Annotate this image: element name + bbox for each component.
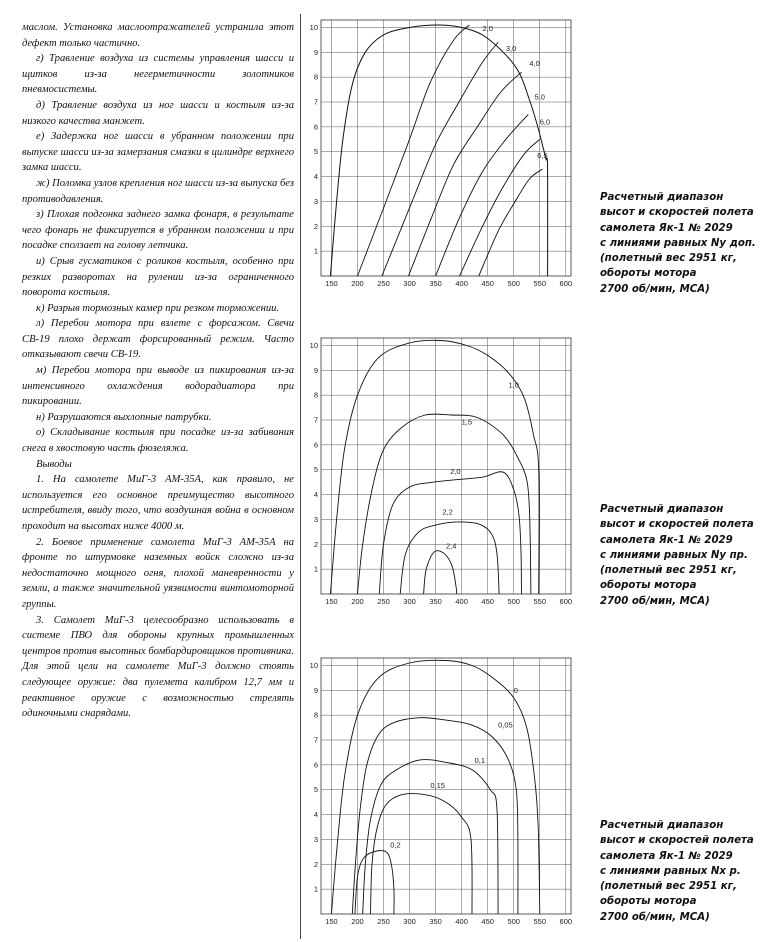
x-tick-label: 150 <box>325 279 338 288</box>
y-tick-label: 7 <box>313 735 318 745</box>
x-tick-label: 200 <box>351 597 364 606</box>
y-tick-label: 3 <box>313 834 318 844</box>
series-label: 6,0 <box>539 117 551 127</box>
paragraph: н) Разрушаются выхлопные патрубки. <box>36 411 212 423</box>
paragraph: 1. На самолете МиГ-3 АМ-35А, как правило, не используется его основное преимущество высотного истребителя, ввиду того, что воздушная война в основном проходит на высотах ниже 4000 м. <box>22 474 294 532</box>
series-line <box>400 522 499 594</box>
chart-svg <box>305 330 577 612</box>
caption-line: высот и скоростей полета <box>600 835 754 847</box>
caption-line: Расчетный диапазон <box>600 192 724 203</box>
y-tick-label: 5 <box>313 147 318 157</box>
paragraph: ж) Поломка узлов крепления ног шасси из-за выпуска без противодавления. <box>22 177 294 205</box>
y-tick-label: 10 <box>309 22 318 32</box>
series-label: 2,2 <box>442 507 453 517</box>
caption-chart-3 <box>600 818 765 925</box>
paragraph: 2. Боевое применение самолета МиГ-3 АМ-35А на фронте по штурмовке наземных войск сложно из-за недостаточно мощного огня, плохой маневренности у земли, а также значительной уязвимости винтомоторной группы. <box>22 536 294 610</box>
caption-line: (полетный вес 2951 кг, <box>600 253 737 265</box>
caption-line: Расчетный диапазон <box>600 820 724 831</box>
y-tick-label: 3 <box>313 196 318 206</box>
series-line <box>330 340 539 594</box>
paragraph: з) Плохая подгонка заднего замка фонаря, в результате чего фонарь не фиксируется в убранном положении и при посадке сползает на голову летчика. <box>22 209 294 252</box>
series-label: 6,5 <box>537 150 548 160</box>
caption-chart-1 <box>600 190 765 297</box>
x-tick-label: 350 <box>429 279 442 288</box>
caption-line: 2700 об/мин, МСА) <box>600 283 710 295</box>
paragraph: о) Складывание костыля при посадке из-за забивания снега в хвостовую часть фюзеляжа. <box>22 427 294 455</box>
x-tick-label: 200 <box>351 917 364 926</box>
y-tick-label: 6 <box>313 122 318 132</box>
paragraph: л) Перебои мотора при взлете с форсажом. Свечи СВ-19 плохо держат форсированный режим. Часто отказывают свечи СВ-19. <box>22 318 294 361</box>
x-tick-label: 250 <box>377 597 390 606</box>
series-line <box>460 139 540 276</box>
x-tick-label: 450 <box>481 279 494 288</box>
y-tick-label: 7 <box>313 415 318 425</box>
caption-line: высот и скоростей полета <box>600 519 754 531</box>
series-line <box>479 169 543 276</box>
x-tick-label: 550 <box>533 597 547 606</box>
x-tick-label: 500 <box>507 597 520 606</box>
series-line <box>382 42 498 276</box>
caption-line: (полетный вес 2951 кг, <box>600 881 737 893</box>
x-tick-label: 550 <box>533 279 547 288</box>
series-line <box>352 718 518 914</box>
x-tick-label: 500 <box>507 917 520 926</box>
series-line <box>358 25 470 276</box>
column-divider <box>300 14 301 939</box>
chart-ny-limit <box>305 330 577 612</box>
x-tick-label: 300 <box>403 279 416 288</box>
paragraph: м) Перебои мотора при выводе из пикирования из-за интенсивного охлаждения водорадиатора при пикировании. <box>22 365 294 408</box>
x-tick-label: 550 <box>533 917 547 926</box>
y-tick-label: 5 <box>313 785 318 795</box>
y-tick-label: 8 <box>313 72 318 82</box>
series-label: 0,15 <box>430 780 445 790</box>
y-tick-label: 2 <box>313 859 318 869</box>
y-tick-label: 6 <box>313 760 318 770</box>
y-tick-label: 9 <box>313 47 318 57</box>
caption-line: самолета Як-1 № 2029 <box>600 222 733 234</box>
series-label: 5,0 <box>534 92 545 102</box>
series-label: 2,0 <box>482 23 493 33</box>
x-tick-label: 600 <box>559 279 573 288</box>
paragraph: е) Задержка ног шасси в убранном положении при выпуске шасси из-за замерзания смазки в цилиндре верхнего замка шасси. <box>22 131 294 174</box>
y-tick-label: 8 <box>313 390 318 400</box>
x-tick-label: 350 <box>429 917 442 926</box>
series-label: 2,0 <box>450 467 461 477</box>
caption-line: с линиями равных Ny пр. <box>600 549 748 561</box>
series-label: 1,0 <box>508 380 519 390</box>
x-tick-label: 250 <box>377 279 390 288</box>
y-tick-label: 1 <box>313 246 318 256</box>
x-tick-label: 400 <box>455 597 468 606</box>
paragraph: г) Травление воздуха из системы управления шасси и щитков из-за негерметичности золотников пневмосистемы. <box>22 53 294 96</box>
x-tick-label: 600 <box>559 597 573 606</box>
x-tick-label: 300 <box>403 597 416 606</box>
y-tick-label: 2 <box>313 539 318 549</box>
series-label: 3,0 <box>505 44 517 54</box>
envelope-line <box>330 25 547 276</box>
y-tick-label: 9 <box>313 685 318 695</box>
chart-ny-allowable <box>305 12 577 294</box>
caption-line: с линиями равных Nx р. <box>600 865 741 877</box>
y-tick-label: 3 <box>313 514 318 524</box>
series-line <box>355 851 394 914</box>
paragraph: 3. Самолет МиГ-3 целесообразно использовать в системе ПВО для обороны крупных промышленных центров против высотных бомбардировщиков противника. Для этой цели на самолете МиГ-3 должно стоять следующее оружие: два пулемета калибром 12,7 мм и реактивное оружие с возможностью стрелять одиночными снарядами. <box>22 614 294 720</box>
caption-line: с линиями равных Ny доп. <box>600 237 756 249</box>
y-tick-label: 4 <box>313 172 318 182</box>
y-tick-label: 2 <box>313 221 318 231</box>
x-tick-label: 400 <box>455 279 468 288</box>
caption-chart-2 <box>600 502 765 609</box>
y-tick-label: 6 <box>313 440 318 450</box>
y-tick-label: 10 <box>309 340 318 350</box>
chart-nx-available <box>305 650 577 932</box>
caption-line: обороты мотора <box>600 580 697 592</box>
x-tick-label: 500 <box>507 279 520 288</box>
caption-line: (полетный вес 2951 кг, <box>600 565 737 577</box>
x-tick-label: 450 <box>481 597 494 606</box>
y-tick-label: 5 <box>313 465 318 475</box>
caption-line: самолета Як-1 № 2029 <box>600 534 733 546</box>
series-label: 0,05 <box>498 720 513 730</box>
x-tick-label: 200 <box>351 279 364 288</box>
x-tick-label: 350 <box>429 597 442 606</box>
y-tick-label: 7 <box>313 97 318 107</box>
x-tick-label: 450 <box>481 917 494 926</box>
series-label: 1,5 <box>461 417 473 427</box>
series-line <box>424 551 457 594</box>
caption-line: обороты мотора <box>600 896 697 908</box>
paragraph: Выводы <box>36 458 72 470</box>
series-line <box>436 114 529 276</box>
x-tick-label: 600 <box>559 917 573 926</box>
series-label: 0 <box>513 685 518 695</box>
series-label: 0,2 <box>390 840 401 850</box>
y-tick-label: 8 <box>313 710 318 720</box>
x-tick-label: 150 <box>325 597 338 606</box>
y-tick-label: 1 <box>313 564 318 574</box>
y-tick-label: 1 <box>313 884 318 894</box>
caption-line: 2700 об/мин, МСА) <box>600 911 710 923</box>
caption-line: Расчетный диапазон <box>600 504 724 515</box>
x-tick-label: 300 <box>403 917 416 926</box>
x-tick-label: 150 <box>325 917 338 926</box>
chart-svg <box>305 12 577 294</box>
caption-line: 2700 об/мин, МСА) <box>600 595 710 607</box>
series-line <box>409 72 522 276</box>
plot-frame <box>321 658 571 914</box>
series-line <box>371 794 473 914</box>
caption-line: обороты мотора <box>600 268 697 280</box>
x-tick-label: 400 <box>455 917 468 926</box>
paragraph: маслом. Установка маслоотражателей устранила этот дефект только частично. <box>22 22 294 49</box>
series-label: 2,4 <box>446 541 457 551</box>
caption-line: высот и скоростей полета <box>600 207 754 219</box>
chart-svg <box>305 650 577 932</box>
series-label: 4,0 <box>529 58 540 68</box>
series-label: 0,1 <box>474 756 486 766</box>
paragraph: к) Разрыв тормозных камер при резком торможении. <box>36 302 280 314</box>
paragraph: д) Травление воздуха из ног шасси и костыля из-за низкого качества манжет. <box>22 99 294 127</box>
x-tick-label: 250 <box>377 917 390 926</box>
y-tick-label: 4 <box>313 490 318 500</box>
series-line <box>379 472 521 594</box>
caption-line: самолета Як-1 № 2029 <box>600 850 733 862</box>
y-tick-label: 9 <box>313 365 318 375</box>
article-text-column <box>22 20 294 722</box>
y-tick-label: 10 <box>309 660 318 670</box>
paragraph: и) Срыв гусматиков с роликов костыля, особенно при резких разворотах на рулении из-за ограниченного поворота костыля. <box>22 255 294 299</box>
y-tick-label: 4 <box>313 810 318 820</box>
